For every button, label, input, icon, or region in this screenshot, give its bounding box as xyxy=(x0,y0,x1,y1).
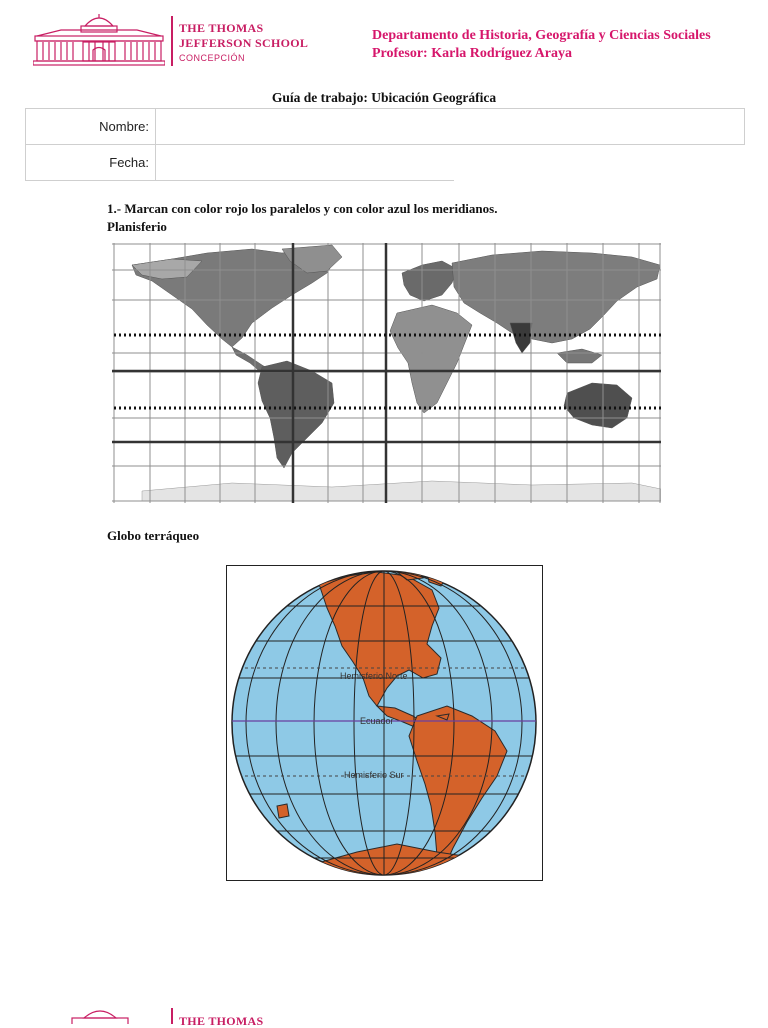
globe-south-label: Hemisferio Sur xyxy=(344,770,404,780)
planisphere-label: Planisferio xyxy=(107,219,167,234)
question-1: 1.- Marcan con color rojo los paralelos y con color azul los meridianos. xyxy=(107,201,498,216)
department-name: Departamento de Historia, Geografía y Ciencias Sociales xyxy=(372,28,711,43)
footer-logo xyxy=(70,1008,130,1024)
planisphere-map xyxy=(112,243,661,503)
page-title: Guía de trabajo: Ubicación Geográfica xyxy=(271,90,497,105)
footer-school-name: THE THOMAS xyxy=(179,1014,264,1028)
globe-label: Globo terráqueo xyxy=(107,528,200,543)
date-label: Fecha: xyxy=(26,145,156,181)
logo-divider xyxy=(171,16,173,66)
school-building-icon xyxy=(33,12,165,66)
table-mask xyxy=(454,145,749,182)
school-name-line1: THE THOMAS xyxy=(179,21,264,35)
school-building-icon xyxy=(70,1008,130,1024)
name-label: Nombre: xyxy=(26,109,156,145)
globe-north-label: Hemisferio Norte xyxy=(340,671,408,681)
school-name-line2: JEFFERSON SCHOOL xyxy=(179,36,309,50)
school-logo xyxy=(33,12,165,66)
teacher-name: Profesor: Karla Rodríguez Araya xyxy=(372,46,572,61)
globe-equator-label: Ecuador xyxy=(360,716,394,726)
school-city: CONCEPCIÓN xyxy=(179,53,246,63)
date-field[interactable] xyxy=(156,145,460,181)
name-field[interactable] xyxy=(156,109,745,145)
footer-logo-divider xyxy=(171,1008,173,1024)
globe-image xyxy=(226,565,543,881)
